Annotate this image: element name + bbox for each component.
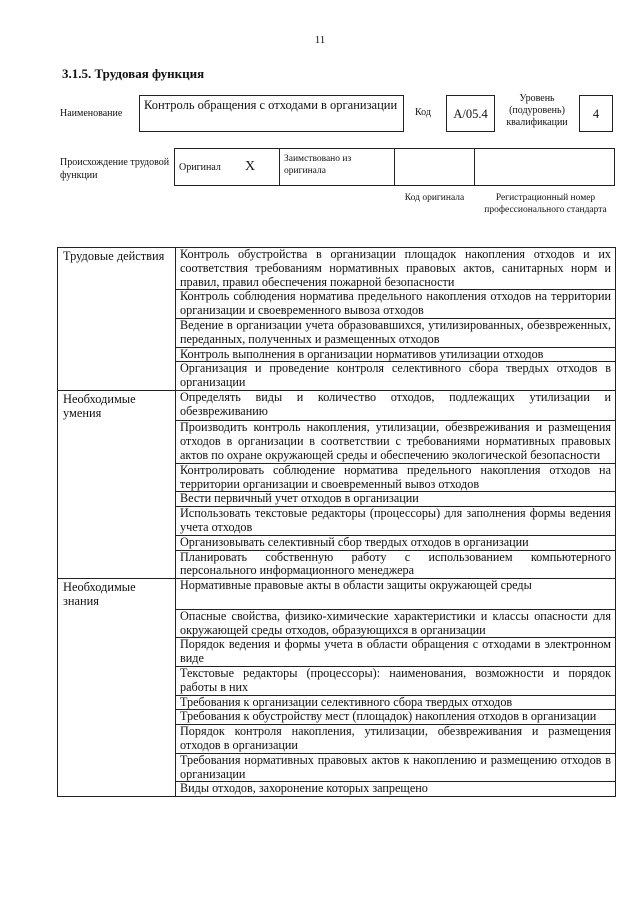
table-row (58, 318, 616, 347)
code-label: Код (415, 107, 431, 118)
table-cell: Требования к обустройству мест (площадок) накопления отходов в организации (176, 710, 616, 725)
table-cell: Ведение в организации учета образовавшихся, утилизированных, обезвреженных, переданных, полученных и размещенных отходов (176, 318, 616, 347)
original-cell (174, 148, 280, 186)
code-original-cell (394, 148, 475, 186)
labor-function-table (57, 247, 616, 797)
category-cell: Трудовые действия (58, 248, 176, 290)
table-cell: Организовывать селективный сбор твердых отходов в организации (176, 535, 616, 550)
table-cell: Определять виды и количество отходов, подлежащих утилизации и обезвреживанию (176, 390, 616, 421)
table-cell: Нормативные правовые акты в области защиты окружающей среды (176, 579, 616, 610)
table-cell: Контроль соблюдения норматива предельного накопления отходов на территории организации и своевременного вывоза отходов (176, 290, 616, 319)
table-row (58, 507, 616, 536)
table-cell: Текстовые редакторы (процессоры): наименования, возможности и порядок работы в них (176, 666, 616, 695)
code-original-caption: Код оригинала (404, 193, 465, 203)
code-box (446, 95, 495, 132)
table-row (58, 638, 616, 667)
table-row (58, 347, 616, 362)
table-row (58, 609, 616, 638)
table-cell: Контролировать соблюдение норматива предельного накопления отходов на территории организации и своевременный вывоз отходов (176, 463, 616, 492)
function-name-value: Контроль обращения с отходами в организации (144, 98, 398, 112)
table-row (58, 248, 616, 290)
table-row (58, 362, 616, 391)
table-row (58, 579, 616, 610)
table-row (58, 550, 616, 579)
table-cell: Порядок ведения и формы учета в области обращения с отходами в электронном виде (176, 638, 616, 667)
table-row (58, 290, 616, 319)
table-row (58, 725, 616, 754)
table-row (58, 782, 616, 797)
category-cell: Необходимые умения (58, 390, 176, 421)
table-row (58, 421, 616, 463)
borrowed-label: Заимствовано из оригинала (284, 154, 352, 176)
table-row (58, 710, 616, 725)
table-row (58, 535, 616, 550)
reg-number-cell (474, 148, 615, 186)
name-label: Наименование (60, 108, 123, 119)
original-label: Оригинал (179, 162, 221, 173)
level-label: Уровень (подуровень) квалификации (506, 93, 568, 128)
borrowed-cell (279, 148, 395, 186)
function-name-box (139, 95, 404, 132)
origin-label: Происхождение трудовой функции (60, 157, 170, 181)
table-cell: Требования нормативных правовых актов к накоплению и размещению отходов в организации (176, 753, 616, 782)
original-mark: X (245, 159, 256, 174)
category-cell: Необходимые знания (58, 579, 176, 610)
section-title: 3.1.5. Трудовая функция (62, 66, 205, 81)
table-cell: Требования к организации селективного сбора твердых отходов (176, 695, 616, 710)
table-cell: Организация и проведение контроля селективного сбора твердых отходов в организации (176, 362, 616, 391)
table-cell: Контроль обустройства в организации площадок накопления отходов и их соответствия требованиям нормативных правовых актов, санитарных норм и правил, правил обеспечения пожарной безопасности (176, 248, 616, 290)
table-cell: Производить контроль накопления, утилизации, обезвреживания и размещения отходов в организации в соответствии с требованиями нормативных правовых актов по охране окружающей среды и обеспечению экологической безопасности (176, 421, 616, 463)
code-value: А/05.4 (453, 106, 488, 121)
table-row (58, 492, 616, 507)
table-row (58, 695, 616, 710)
page-number: 11 (314, 34, 326, 46)
table-cell: Использовать текстовые редакторы (процессоры) для заполнения формы ведения учета отходов (176, 507, 616, 536)
table-cell: Виды отходов, захоронение которых запрещено (176, 782, 616, 797)
table-cell: Контроль выполнения в организации нормативов утилизации отходов (176, 347, 616, 362)
table-cell: Опасные свойства, физико-химические характеристики и классы опасности для окружающей среды отходов, образующихся в организации (176, 609, 616, 638)
table-cell: Планировать собственную работу с использованием компьютерного персонального информационного менеджера (176, 550, 616, 579)
table-cell: Порядок контроля накопления, утилизации, обезвреживания и размещения отходов в организации (176, 725, 616, 754)
level-value: 4 (592, 106, 600, 121)
table-row (58, 463, 616, 492)
table-row (58, 666, 616, 695)
table-cell: Вести первичный учет отходов в организации (176, 492, 616, 507)
reg-number-caption: Регистрационный номер профессионального стандарта (484, 193, 607, 215)
level-box (579, 95, 613, 132)
table-row (58, 390, 616, 421)
table-row (58, 753, 616, 782)
